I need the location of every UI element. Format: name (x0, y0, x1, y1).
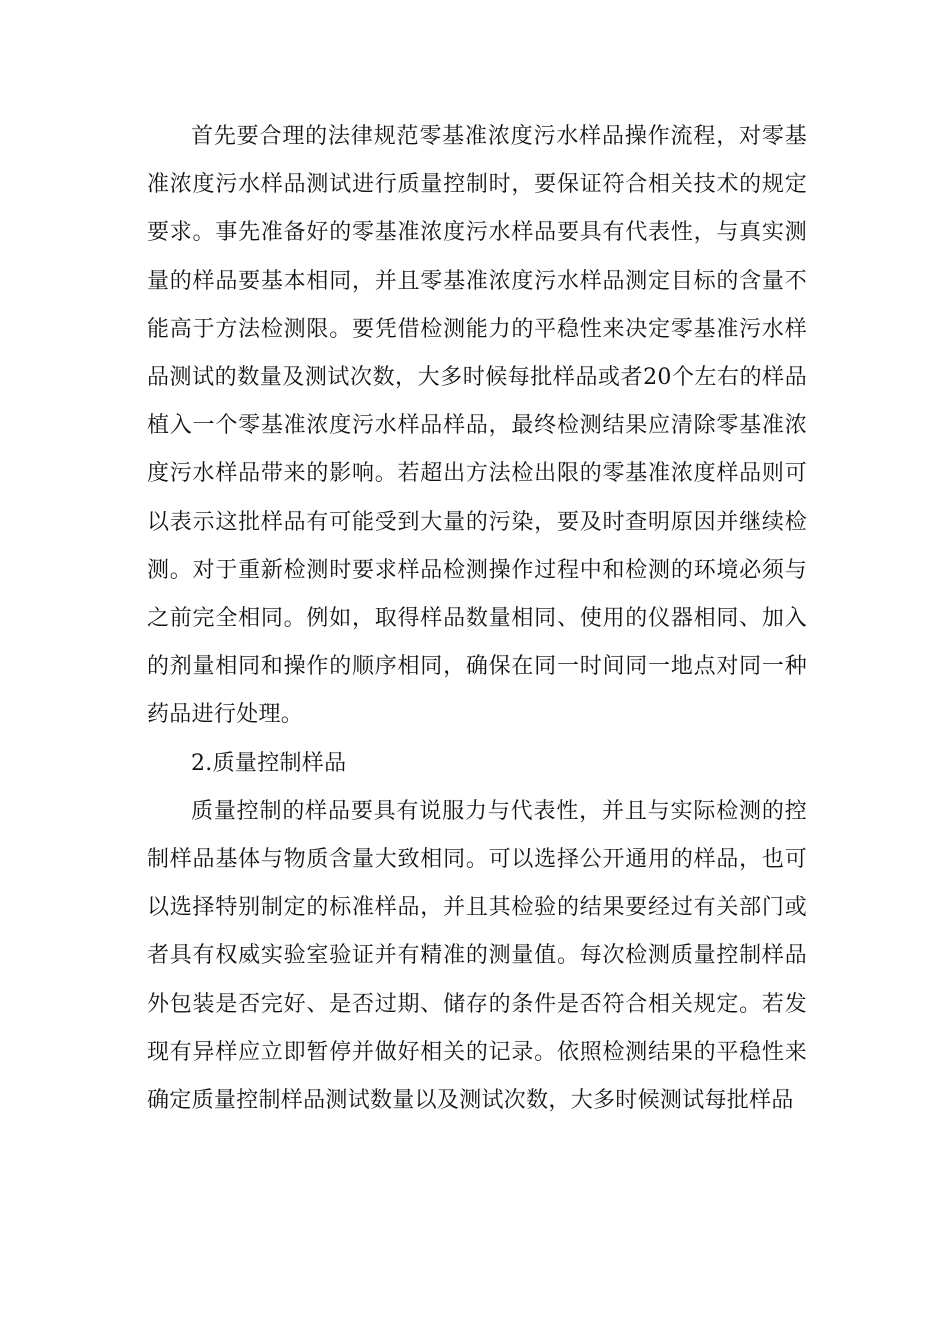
document-body (147, 113, 807, 1125)
paragraph-blank-sample-procedure: 首先要合理的法律规范零基准浓度污水样品操作流程，对零基准浓度污水样品测试进行质量控制时，要保证符合相关技术的规定要求。事先准备好的零基准浓度污水样品要具有代表性，与真实测量的样品要基本相同，并且零基准浓度污水样品测定目标的含量不能高于方法检测限。要凭借检测能力的平稳性来决定零基准污水样品测试的数量及测试次数，大多时候每批样品或者20个左右的样品植入一个零基准浓度污水样品样品，最终检测结果应清除零基准浓度污水样品带来的影响。若超出方法检出限的零基准浓度样品则可以表示这批样品有可能受到大量的污染，要及时查明原因并继续检测。对于重新检测时要求样品检测操作过程中和检测的环境必须与之前完全相同。例如，取得样品数量相同、使用的仪器相同、加入的剂量相同和操作的顺序相同，确保在同一时间同一地点对同一种药品进行处理。 (147, 124, 807, 728)
section-heading-quality-control-samples: 2.质量控制样品 (191, 750, 347, 776)
paragraph-quality-control-samples: 质量控制的样品要具有说服力与代表性，并且与实际检测的控制样品基体与物质含量大致相同。可以选择公开通用的样品，也可以选择特别制定的标准样品，并且其检验的结果要经过有关部门或者具有权威实验室验证并有精准的测量值。每次检测质量控制样品外包装是否完好、是否过期、储存的条件是否符合相关规定。若发现有异样应立即暂停并做好相关的记录。依照检测结果的平稳性来确定质量控制样品测试数量以及测试次数，大多时候测试每批样品 (147, 798, 807, 1114)
